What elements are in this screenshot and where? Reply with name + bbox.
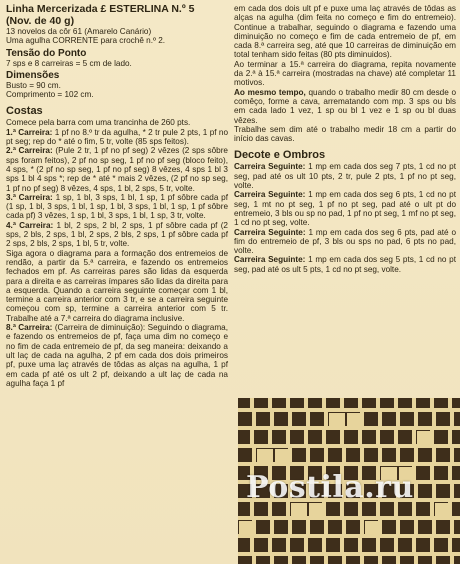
mesh-hole [435, 398, 445, 405]
right-paragraph-4: Trabalhe sem dim até o trabalho medir 18 cm a partir do início das cavas. [234, 124, 456, 144]
dimensions-heading: Dimensões [6, 69, 60, 81]
mesh-hole [239, 449, 249, 459]
mesh-hole [275, 413, 285, 423]
mesh-hole [347, 557, 357, 564]
right-paragraph-2: Ao terminar a 15.ª carreira do diagrama, repita novamente da 2.ª à 15.ª carreira (mostradas na chave) até completar 11 motivos. [234, 59, 456, 88]
mesh-hole [238, 539, 247, 549]
mesh-hole [435, 431, 445, 441]
mesh-hole [257, 521, 267, 531]
mesh-hole [273, 431, 283, 441]
mesh-hole [291, 398, 301, 405]
hook-text: Uma agulha CORRENTE para crochê n.º 2. [6, 36, 166, 46]
decote-row-1-label: Carreira Seguinte: [234, 162, 306, 172]
mesh-hole [401, 521, 411, 531]
mesh-hole [275, 557, 285, 564]
costas-heading: Costas [6, 105, 43, 118]
decote-row-2-text: 1 mp em cada dos seg 6 pts, 1 cd no pt seg, 1 mt no pt seg, 1 pf no pt seg, pad até o ult pt do entremeio, 3 bls ou sp no pad, 1 pf no pt seg, 1 mf no pt seg, 1 cd no pt seg, volte. [234, 190, 456, 228]
mesh-hole [437, 557, 447, 564]
mesh-hole [455, 521, 460, 531]
length-text: Comprimento = 102 cm. [6, 90, 94, 100]
mesh-hole [291, 539, 301, 549]
mesh-hole [399, 539, 409, 549]
bust-text: Busto = 90 cm. [6, 80, 61, 90]
mesh-hole [455, 413, 460, 423]
mesh-hole [329, 449, 339, 459]
mesh-hole [327, 398, 337, 405]
mesh-hole [419, 557, 429, 564]
mesh-hole [455, 557, 460, 564]
row-3-label: 3.ª Carreira: [6, 192, 53, 202]
row-3 [6, 193, 228, 221]
mesh-hole [401, 557, 411, 564]
mesh-hole [401, 449, 411, 459]
mesh-hole [311, 557, 321, 564]
mesh-hole [437, 449, 447, 459]
mesh-hole [293, 521, 303, 531]
row-8 [6, 323, 228, 388]
mesh-hole [255, 398, 265, 405]
mesh-hole [311, 521, 321, 531]
row-2-label: 2.ª Carreira: [6, 146, 53, 156]
mesh-hole [239, 557, 249, 564]
mesh-hole [329, 557, 339, 564]
mesh-hole [257, 413, 267, 423]
same-time-label: Ao mesmo tempo, [234, 87, 306, 97]
mesh-hole [419, 449, 429, 459]
row-8-label: 8.ª Carreira: [6, 323, 53, 333]
mesh-hole [437, 521, 447, 531]
mesh-hole [381, 539, 391, 549]
mesh-hole [435, 539, 445, 549]
decote-row-2 [234, 190, 456, 227]
mesh-hole [453, 431, 460, 441]
mesh-hole [453, 398, 460, 405]
mesh-hole [365, 557, 375, 564]
decote-heading: Decote e Ombros [234, 149, 326, 162]
yarn-subtitle: (Nov. de 40 g) [6, 14, 75, 27]
mesh-hole [401, 413, 411, 423]
left-column [6, 4, 228, 388]
mesh-hole [293, 449, 303, 459]
mesh-hole [383, 449, 393, 459]
watermark: Postila.ru [246, 470, 414, 505]
mesh-hole [257, 557, 267, 564]
mesh-hole [347, 521, 357, 531]
decote-row-1 [234, 162, 456, 190]
mesh-hole [383, 413, 393, 423]
mesh-hole [383, 557, 393, 564]
mesh-hole [419, 413, 429, 423]
mesh-hole [453, 539, 460, 549]
row-1-label: 1.ª Carreira: [6, 127, 53, 137]
mesh-hole [381, 398, 391, 405]
decote-row-4-text: 1 mp em cada dos seg 5 pts, 1 cd no pt seg, pad até os ult 5 pts, 1 cd no pt seg, volte. [234, 255, 456, 274]
mesh-hole [273, 539, 283, 549]
row-4 [6, 221, 228, 249]
mesh-hole [363, 539, 373, 549]
mesh-hole [363, 398, 373, 405]
mesh-hole [383, 521, 393, 531]
row-4-label: 4.ª Carreira: [6, 220, 54, 230]
mesh-hole [327, 431, 337, 441]
mesh-hole [311, 449, 321, 459]
mesh-hole [381, 431, 391, 441]
mesh-hole [437, 413, 447, 423]
yarn-title: Linha Mercerizada £ ESTERLINA N.º 5 [6, 3, 195, 15]
mesh-hole [239, 413, 249, 423]
mesh-hole [417, 539, 427, 549]
mesh-hole [327, 539, 337, 549]
mesh-hole [365, 449, 375, 459]
same-time-text: quando o trabalho medir 80 cm desde o comêço, forme a cava, arrematando com mp. 3 sps ou bls em cada lado 1 vez, 1 sp ou bl 1 vez e 1 sp ou bl duas vêzes. [234, 87, 456, 125]
mesh-hole [345, 539, 355, 549]
mesh-hole [363, 431, 373, 441]
mesh-hole [365, 413, 375, 423]
mesh-hole [291, 431, 301, 441]
row-8-text: (Carreira de diminuição): Seguindo o diagrama, e fazendo os entremeios de pf, faça uma dim no começo e no fim de cada entremeio de pf, da seg maneira: deixando a ult laç de cada na agulha, 2 pf em cada dos dois primeiros pf, puxe uma laç através de tôdas as alças na agulha, 1 pf em cada pf até os ult 2 pf, deixando a ult laç de cada na agulha faça 1 pf [6, 323, 228, 388]
mesh-hole [419, 521, 429, 531]
mesh-hole [309, 431, 319, 441]
mesh-hole [311, 413, 321, 423]
mesh-hole [345, 431, 355, 441]
row-2-text: (Pule 2 tr, 1 pf no pf seg) 2 vêzes (2 sps sôbre sps foram feitos), 2 pf no sp seg, 1 pf no pf seg (bloco feito), 4 sps, * (2 pf no sp seg, 1 pf no pf seg) 8 vêzes, 4 sps 1 bl 3 sps 1 bl 4 sps *; rep de * até * mais 2 vêzes, (2 pf no sp seg, 1 pf no pf seg) 8 vêzes, 4 sps, 1 bl, 2 sps, 5 tr, volte. [6, 146, 228, 193]
mesh-hole [238, 431, 247, 441]
decote-row-3-label: Carreira Seguinte: [234, 227, 306, 237]
mesh-hole [417, 398, 427, 405]
right-paragraph-1: em cada dos dois ult pf e puxe uma laç através de tôdas as alças na agulha (dim feita no começo e fim do entremeio). Continue a trabalhar, seguindo o diagrama e fazendo uma diminuição no começo e fim de cada entremeio de pf, em cada 8.ª carreira seg, até que 10 carreiras de diminuição em total tenham sido feitas (80 pts diminuidos). [234, 4, 456, 60]
mesh-hole [399, 431, 409, 441]
right-paragraph-3 [234, 88, 456, 125]
row-1 [6, 128, 228, 147]
decote-row-4 [234, 255, 456, 274]
tension-heading: Tensão do Ponto [6, 47, 87, 59]
skeins-text: 13 novelos da côr 61 (Amarelo Canário) [6, 27, 152, 36]
row-2 [6, 146, 228, 192]
decote-row-3-text: 1 mp em cada dos seg 6 pts, pad até o fim do entremeio de pf, 3 bls ou sps no pad, 6 pts no pad, volte. [234, 227, 456, 256]
costas-intro: Comece pela barra com uma trancinha de 260 pts. [6, 118, 191, 128]
mesh-hole [347, 449, 357, 459]
mesh-hole [329, 521, 339, 531]
mesh-hole [309, 398, 319, 405]
mesh-hole [455, 449, 460, 459]
mesh-hole [345, 398, 355, 405]
mesh-hole [255, 539, 265, 549]
right-column [234, 4, 456, 274]
decote-row-3 [234, 228, 456, 256]
decote-row-1-text: 1 mp em cada dos seg 7 pts, 1 cd no pt seg, pad até os ult 10 pts, 2 tr, pule 2 pts, 1 pf no pt seg, volte. [234, 162, 456, 191]
row-3-text: 1 sp, 1 bl, 3 sps, 1 bl, 1 sp, 1 pf sôbre cada pf (1 sp, 1 bl, 3 sps, 1 bl, 1 sp, 1 bl, 3 sps, 1 bl, 1 sp, 1 pf sôbre cada pf) 3 vêzes, 1 sp, 1 bl, 3 sps, 1 bl, 1 sp, 3 tr, volte. [6, 192, 228, 221]
mesh-hole [255, 431, 265, 441]
mesh-hole [275, 521, 285, 531]
mesh-hole [293, 413, 303, 423]
diagram-instructions: Siga agora o diagrama para a formação dos entremeios de rendão, a partir da 5.ª carreira, e fazendo os entremeios fechados em pf. As carreiras pares são lidas da esquerda para a direita e as carreiras ímpares são lidas da direita para a esquerda. Quando a carreira seguinte começar com 1 bl, termine a carreira anterior com 3 tr, e se a carreira seguinte começou com sp, termine a carreira anterior com 5 tr. Trabalhe até a 7.ª carreira do diagrama inclusive. [6, 248, 228, 323]
row-4-text: 1 bl, 2 sps, 2 bl, 2 sps, 1 pf sôbre cada pf (2 sps, 2 bls, 2 sps, 1 bl, 2 sps, 2 bls, 2 sps, 1 pf sôbre cada pf 2 sps, 2 bls, 2 sps, 1 bl, 5 tr, volte. [6, 220, 228, 249]
decote-row-4-label: Carreira Seguinte: [234, 255, 306, 265]
mesh-hole [273, 398, 283, 405]
mesh-hole [238, 398, 247, 405]
mesh-hole [293, 557, 303, 564]
mesh-hole [309, 539, 319, 549]
mesh-hole [399, 398, 409, 405]
tension-text: 7 sps e 8 carreiras = 5 cm de lado. [6, 58, 132, 68]
decote-row-2-label: Carreira Seguinte: [234, 190, 306, 200]
row-1-text: 1 pf no 8.º tr da agulha, * 2 tr pule 2 pts, 1 pf no pt seg; rep do * até o fim, 5 tr, volte (85 sps feitos). [6, 127, 229, 147]
